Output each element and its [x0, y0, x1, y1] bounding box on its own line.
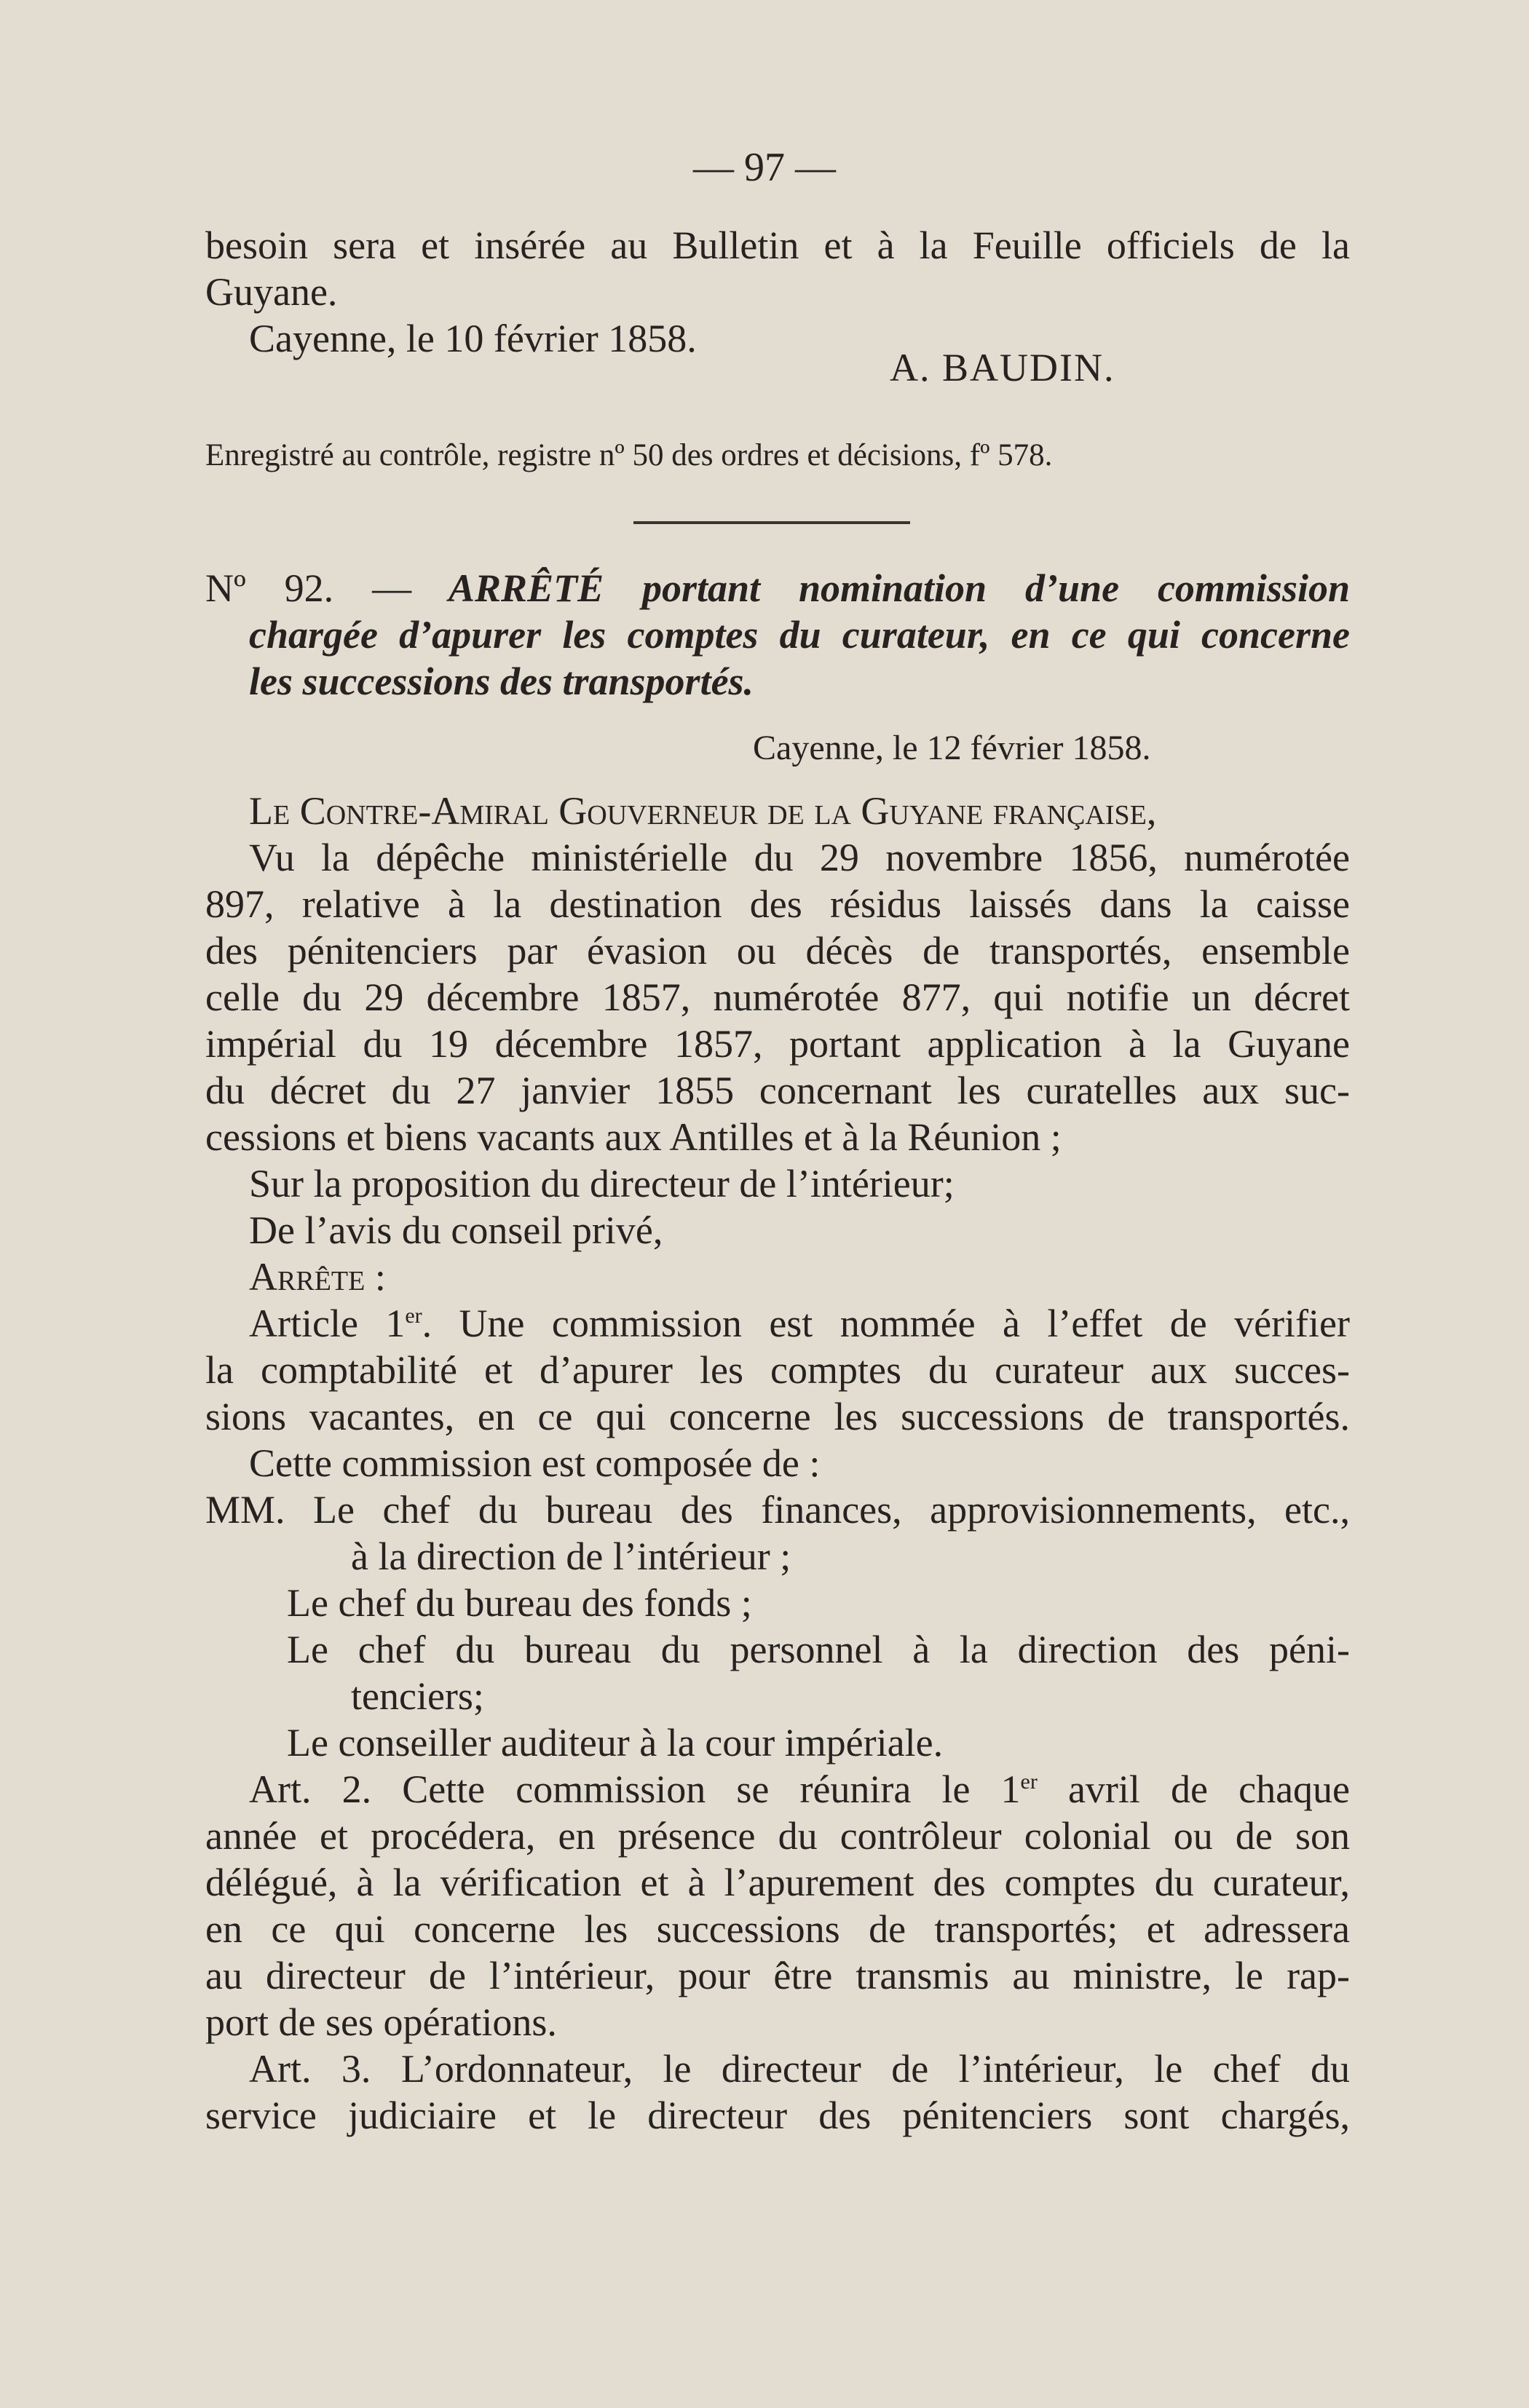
- section-divider: [633, 521, 910, 524]
- text-line: Sur la proposition du directeur de l’intérieur;: [249, 1162, 955, 1205]
- text-line: Vu la dépêche ministérielle du 29 novembre 1856, numérotée: [249, 836, 1350, 879]
- article-2-line: [205, 1766, 1350, 1813]
- article-1-line: [205, 1300, 1350, 1347]
- text-line: Cette commission est composée de :: [249, 1441, 821, 1485]
- text-line: besoin sera et insérée au Bulletin et à la Feuille officiels de la: [205, 223, 1350, 267]
- ordinal-suffix: er: [405, 1304, 422, 1328]
- arrete-heading: Arrête :: [249, 1255, 386, 1299]
- registration-note: Enregistré au contrôle, registre nº 50 des ordres et décisions, fº 578.: [205, 438, 1053, 472]
- decree-dateline: Cayenne, le 12 février 1858.: [753, 729, 1151, 767]
- text-line: cessions et biens vacants aux Antilles et à la Réunion ;: [205, 1115, 1062, 1159]
- text-line: port de ses opérations.: [205, 2000, 557, 2044]
- commission-member-cont: tenciers;: [351, 1674, 484, 1718]
- decree-number: Nº 92. —: [205, 566, 412, 610]
- article-text: . Une commission est nommée à l’effet de vérifier: [422, 1302, 1350, 1345]
- text-line: délégué, à la vérification et à l’apurement des comptes du curateur,: [205, 1861, 1350, 1904]
- article-text: Art. 2. Cette commission se réunira le 1: [249, 1767, 1021, 1811]
- ordinal-suffix: er: [1020, 1770, 1038, 1794]
- commission-member: MM. Le chef du bureau des finances, approvisionnements, etc.,: [205, 1488, 1350, 1532]
- article-label: Article 1: [249, 1302, 406, 1345]
- preamble: Le Contre-Amiral Gouverneur de la Guyane française,: [249, 789, 1157, 833]
- title-line: [205, 565, 1350, 611]
- page-number: — 97 —: [693, 145, 836, 190]
- commission-member: Le conseiller auditeur à la cour impériale.: [287, 1721, 944, 1765]
- text-line: au directeur de l’intérieur, pour être transmis au ministre, le rap-: [205, 1954, 1350, 1997]
- commission-member: Le chef du bureau du personnel à la direction des péni-: [287, 1628, 1350, 1671]
- text-line: Guyane.: [205, 270, 338, 314]
- text-line: année et procédera, en présence du contrôleur colonial ou de son: [205, 1814, 1350, 1858]
- text-line: De l’avis du conseil privé,: [249, 1208, 663, 1252]
- text-line: impérial du 19 décembre 1857, portant application à la Guyane: [205, 1022, 1350, 1066]
- date-line: Cayenne, le 10 février 1858.: [249, 317, 697, 360]
- text-line: en ce qui concerne les successions de transportés; et adressera: [205, 1907, 1350, 1951]
- article-3-line: Art. 3. L’ordonnateur, le directeur de l’intérieur, le chef du: [249, 2047, 1350, 2091]
- top-section: [205, 222, 1350, 362]
- text-line: sions vacantes, en ce qui concerne les successions de transportés.: [205, 1395, 1350, 1438]
- signature: A. BAUDIN.: [890, 346, 1115, 389]
- text-line: la comptabilité et d’apurer les comptes du curateur aux succes-: [205, 1348, 1350, 1392]
- commission-member-cont: à la direction de l’intérieur ;: [351, 1534, 791, 1578]
- commission-member: Le chef du bureau des fonds ;: [287, 1581, 752, 1625]
- decree-body: [205, 788, 1350, 2139]
- title-text: ARRÊTÉ portant nomination d’une commission: [449, 566, 1350, 610]
- title-line: les successions des transportés.: [249, 660, 754, 703]
- text-line: 897, relative à la destination des résidus laissés dans la caisse: [205, 882, 1350, 926]
- text-line: du décret du 27 janvier 1855 concernant les curatelles aux suc-: [205, 1069, 1350, 1112]
- text-line: service judiciaire et le directeur des pénitenciers sont chargés,: [205, 2094, 1350, 2137]
- title-line: chargée d’apurer les comptes du curateur, en ce qui concerne: [249, 613, 1350, 657]
- article-text: avril de chaque: [1037, 1767, 1351, 1811]
- decree-title: [205, 565, 1350, 705]
- text-line: celle du 29 décembre 1857, numérotée 877, qui notifie un décret: [205, 975, 1350, 1019]
- text-line: des pénitenciers par évasion ou décès de transportés, ensemble: [205, 929, 1350, 973]
